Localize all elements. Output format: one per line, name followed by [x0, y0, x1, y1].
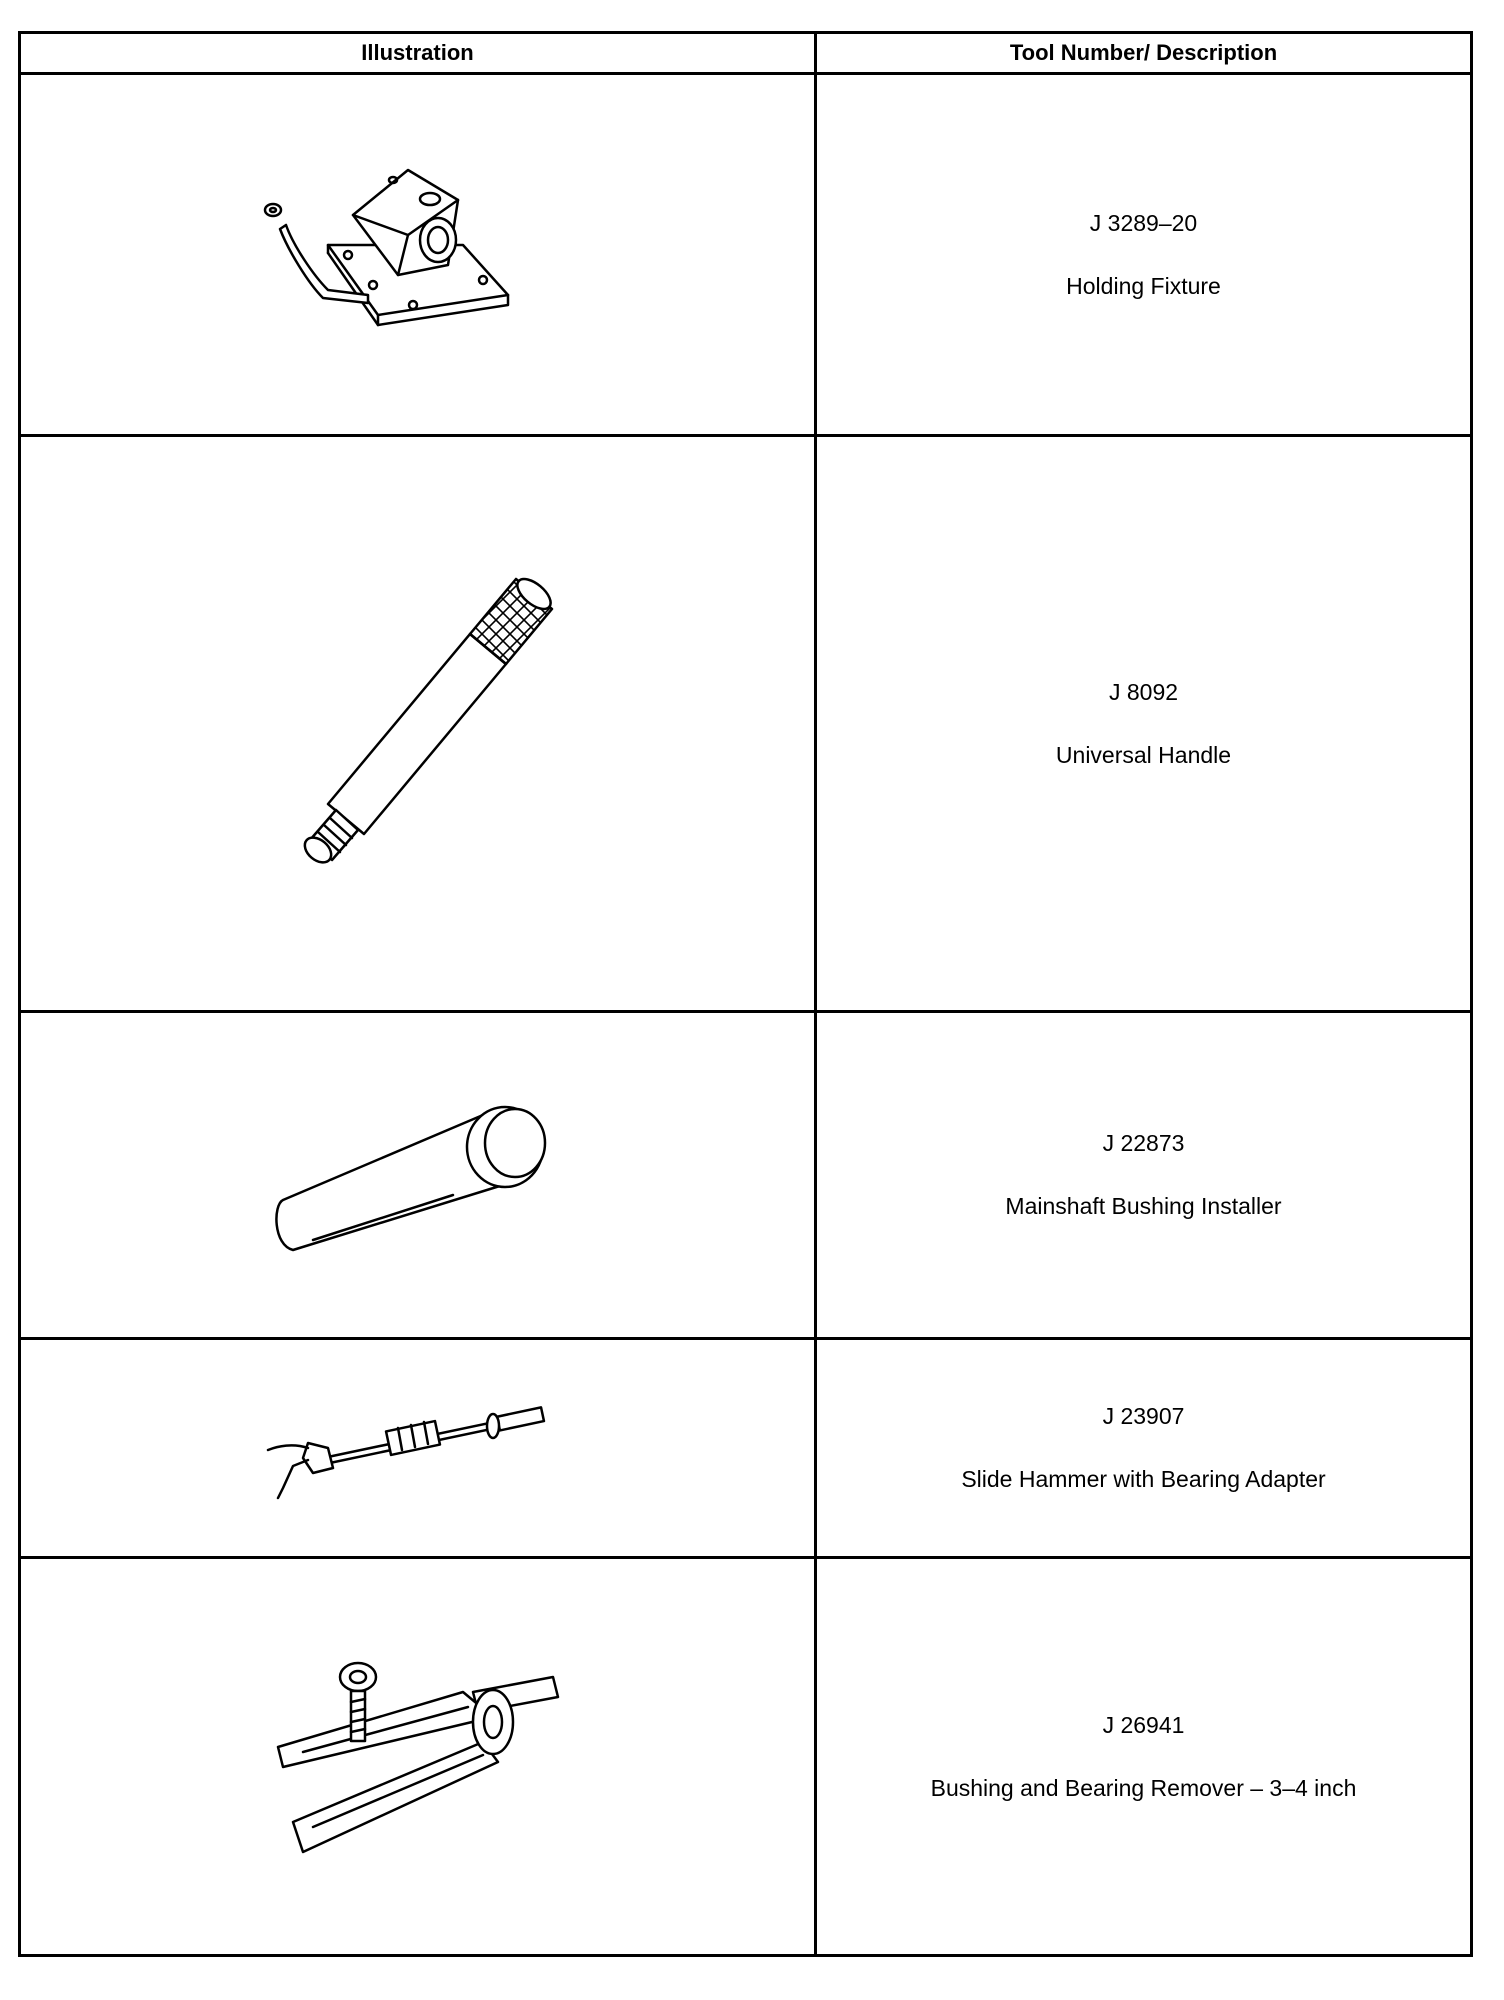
table-row: [20, 1558, 1472, 1956]
tool-name: Mainshaft Bushing Installer: [1005, 1193, 1282, 1220]
tool-name: Holding Fixture: [1066, 272, 1221, 299]
description-header: Tool Number/ Description: [816, 33, 1472, 74]
illustration-header: Illustration: [20, 33, 816, 74]
illustration-cell: [20, 436, 816, 1012]
tool-description-cell: [816, 74, 1472, 436]
universal-handle-icon: [258, 564, 578, 884]
table-row: [20, 436, 1472, 1012]
table-row: [20, 1012, 1472, 1338]
holding-fixture-icon: [258, 155, 578, 355]
tool-number: J 22873: [1102, 1130, 1185, 1157]
tool-name: Universal Handle: [1055, 741, 1232, 768]
tool-number: J 23907: [1102, 1402, 1185, 1429]
tool-description-cell: [816, 1338, 1472, 1557]
tool-name: Bushing and Bearing Remover – 3–4 inch: [930, 1774, 1357, 1801]
slide-hammer-icon: [253, 1388, 583, 1508]
bushing-installer-icon: [253, 1085, 583, 1265]
illustration-cell: [20, 74, 816, 436]
table-row: [20, 1338, 1472, 1557]
illustration-cell: [20, 1338, 816, 1557]
tool-number: J 26941: [1102, 1711, 1185, 1738]
table-header-row: [20, 33, 1472, 74]
tool-description-cell: [816, 1012, 1472, 1338]
illustration-cell: [20, 1012, 816, 1338]
tool-name: Slide Hammer with Bearing Adapter: [961, 1465, 1326, 1492]
tool-description-cell: [816, 1558, 1472, 1956]
tool-number: J 8092: [1108, 678, 1179, 705]
illustration-cell: [20, 1558, 816, 1956]
special-tools-table: [18, 31, 1473, 1957]
bearing-remover-icon: [253, 1647, 583, 1867]
tool-number: J 3289–20: [1089, 209, 1198, 236]
table-row: [20, 74, 1472, 436]
tool-description-cell: [816, 436, 1472, 1012]
